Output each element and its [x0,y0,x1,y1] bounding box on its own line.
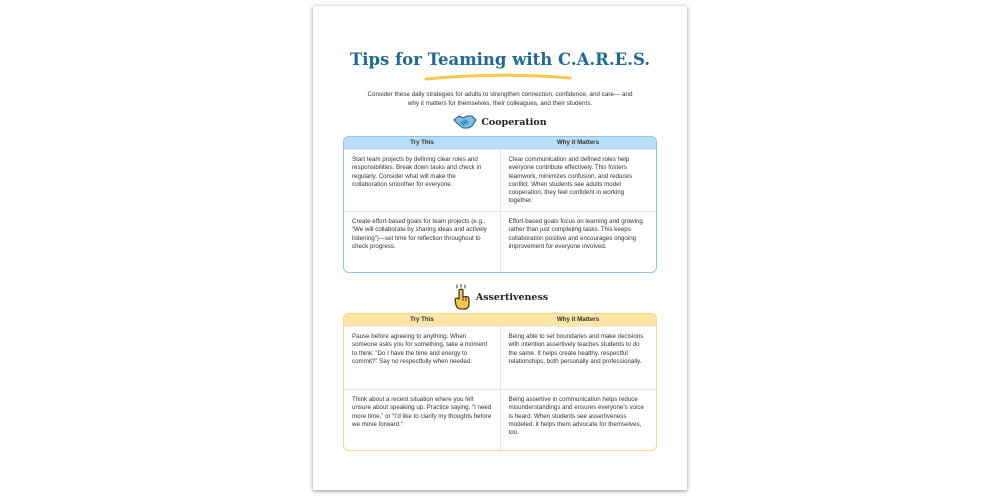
cell-try: Think about a recent situation where you felt unsure about speaking up. Practice saying, “I need more time,” or “I’d like to clarify my thoughts before we move forward.” [352,396,492,428]
table-header [344,314,656,326]
cell-try: Create effort-based goals for team projects (e.g., “We will collaborate by sharing ideas and actively listening”)—set time for reflection throughout to check progress. [352,218,487,250]
page-title: Tips for Teaming with C.A.R.E.S. [349,50,651,69]
table-header [344,137,656,149]
col-header-why: Why it Matters [556,139,600,146]
cell-try: Pause before agreeing to anything. When someone asks you for something, take a moment to think: “Do I have the time and energy to commit?” Say no respectfully when needed. [352,333,488,365]
handshake-icon [453,114,477,130]
assertiveness-table [343,313,657,451]
assertiveness-heading [313,284,687,310]
table-row [344,211,656,272]
table-row [344,149,656,211]
document-page [313,6,687,490]
title-underline [423,72,573,82]
col-header-why: Why it Matters [556,316,600,323]
cell-why: Clear communication and defined roles help everyone contribute effectively. This fosters teamwork, minimizes confusion, and reduces conflict. When students see adults model cooperation, they feel confident in working together. [500,150,657,211]
cell-why: Effort-based goals focus on learning and growing rather than just completing tasks. This keeps collaboration positive and encourages ongoing improvement for everyone involved. [500,212,657,272]
cooperation-title: Cooperation [481,116,547,128]
cooperation-table [343,136,657,273]
cell-why: Being able to set boundaries and make decisions with intention assertively teaches students to do the same. It helps create healthy, respectful relationships, both personally and professionally. [500,327,657,389]
cell-why: Being assertive in communication helps reduce misunderstandings and ensures everyone’s voice is heard. When students see assertiveness modeled, it helps them advocate for themselves, too. [500,390,657,450]
col-header-try: Try This [410,139,434,146]
cell-try: Start team projects by defining clear roles and responsibilities. Break down tasks and check in regularly. Consider what will make the collaboration smoother for everyone. [352,156,482,188]
pointing-hand-icon [452,284,472,310]
intro-text: Consider these daily strategies for adults to strengthen connection, confidence, and care— and why it matters for themselves, their colleagues, and their students. [367,91,633,107]
table-row [344,389,656,450]
cooperation-heading [313,114,687,130]
col-header-try: Try This [410,316,434,323]
table-row [344,326,656,389]
assertiveness-title: Assertiveness [475,291,549,303]
